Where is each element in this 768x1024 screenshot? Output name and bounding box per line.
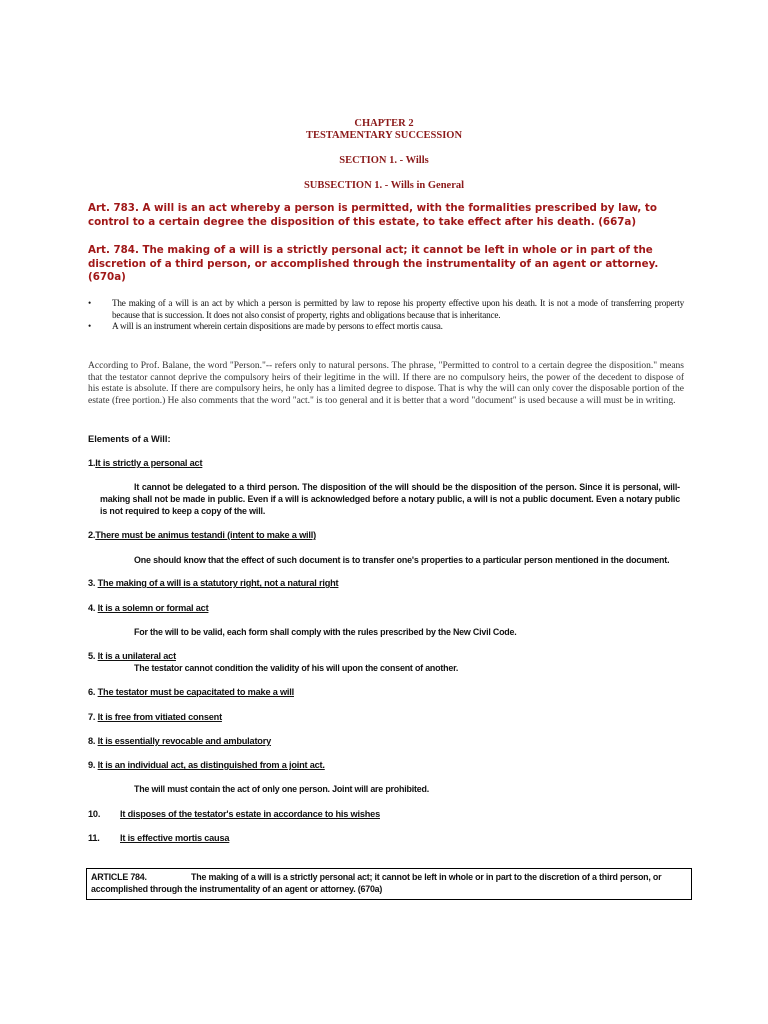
element-label: It is a unilateral act <box>97 651 176 661</box>
bullet-item <box>88 298 684 321</box>
chapter-title: TESTAMENTARY SUCCESSION <box>305 130 463 141</box>
article-784: Art. 784. The making of a will is a strictly personal act; it cannot be left in whole or in part of the discretion of a third person, or accomplished through the instrumentality of an agent or attorney. (670a) <box>88 244 659 283</box>
bullet-item <box>88 321 684 333</box>
bullet-text: A will is an instrument wherein certain dispositions are made by persons to effect mortis causa. <box>112 321 443 332</box>
element-label: It is strictly a personal act <box>95 458 203 468</box>
element-4-explanation: For the will to be valid, each form shall comply with the rules prescribed by the New Civil Code. <box>134 627 517 637</box>
element-number: 10. <box>88 809 101 819</box>
element-label: It is effective mortis causa <box>120 833 230 843</box>
element-item-7 <box>88 712 688 722</box>
element-1-explanation <box>100 481 680 518</box>
element-2-explanation <box>100 554 680 566</box>
element-5-explanation: The testator cannot condition the validity of his will upon the consent of another. <box>134 663 459 673</box>
explanation-text: It cannot be delegated to a third person. The disposition of the will should be the disposition of the person. Since it is personal, will-making shall not be made in public. Even if a will is acknowledged before a notary public, a will is not a public document. Even a notary public is not required to keep a copy of the will. <box>100 482 680 517</box>
element-item-11 <box>88 833 688 843</box>
element-item-6 <box>88 687 688 697</box>
subsection-title: SUBSECTION 1. - Wills in General <box>303 180 465 191</box>
element-label: It is an individual act, as distinguished from a joint act. <box>97 760 325 770</box>
element-item-4 <box>88 603 688 613</box>
element-item-9 <box>88 760 688 770</box>
element-label: The making of a will is a statutory right, not a natural right <box>97 578 339 588</box>
chapter-number: CHAPTER 2 <box>354 118 414 129</box>
boxed-article-784 <box>86 868 692 900</box>
element-number: 8. <box>88 736 96 746</box>
bullet-icon: • <box>88 321 92 332</box>
element-number: 1. <box>88 458 96 468</box>
bullet-text: The making of a will is an act by which a person is permitted by law to repose his property effective upon his death. It is not a mode of transferring property because that is succession. It does not also consist of property, rights and obligations because that is inheritance. <box>112 298 684 320</box>
element-item-2 <box>88 530 688 540</box>
element-label: It is a solemn or formal act <box>97 603 209 613</box>
element-item-8 <box>88 736 688 746</box>
element-label: It is free from vitiated consent <box>97 712 222 722</box>
bullet-list <box>88 298 684 333</box>
article-783: Art. 783. A will is an act whereby a person is permitted, with the formalities prescribed by law, to control to a certain degree the disposition of this estate, to take effect after his death. (667a) <box>88 202 657 228</box>
element-number: 4. <box>88 603 96 613</box>
element-label: There must be animus testandi (intent to make a will) <box>95 530 316 540</box>
boxed-article-text: The making of a will is a strictly personal act; it cannot be left in whole or in part to the discretion of a third person, or accomplished through the instrumentality of an agent or attorney. (670a) <box>91 872 662 894</box>
element-number: 5. <box>88 651 96 661</box>
element-number: 3. <box>88 578 96 588</box>
element-9-explanation: The will must contain the act of only one person. Joint will are prohibited. <box>134 784 429 794</box>
explanation-text: One should know that the effect of such document is to transfer one's properties to a particular person mentioned in the document. <box>134 555 670 565</box>
element-item-5 <box>88 651 688 661</box>
bullet-icon: • <box>88 298 92 308</box>
element-label: The testator must be capacitated to make a will <box>97 687 294 697</box>
element-number: 2. <box>88 530 96 540</box>
element-number: 7. <box>88 712 96 722</box>
boxed-article-label: ARTICLE 784. <box>91 872 147 882</box>
balane-paragraph: According to Prof. Balane, the word "Person."-- refers only to natural persons. The phrase, "Permitted to control to a certain degree the disposition." means that the testator cannot deprive the compulsory heirs of their legitime in the will. If there are no compulsory heirs, the power of the decedent to dispose of his estate is absolute. If there are compulsory heirs, he only has a limited degree to dispose. That is why the will can only cover the disposable portion of the estate (free portion.) He also comments that the word "act." is too general and it is better that a word "document" is used because a will must be in writing. <box>88 361 684 406</box>
section-title: SECTION 1. - Wills <box>339 155 429 166</box>
element-label: It is essentially revocable and ambulatory <box>97 736 272 746</box>
element-number: 9. <box>88 760 96 770</box>
elements-heading: Elements of a Will: <box>88 434 171 444</box>
element-label: It disposes of the testator's estate in accordance to his wishes <box>120 809 380 819</box>
element-number: 11. <box>88 833 100 843</box>
element-number: 6. <box>88 687 96 697</box>
element-item-3 <box>88 578 688 588</box>
element-item-10 <box>88 809 688 819</box>
element-item-1 <box>88 458 688 468</box>
